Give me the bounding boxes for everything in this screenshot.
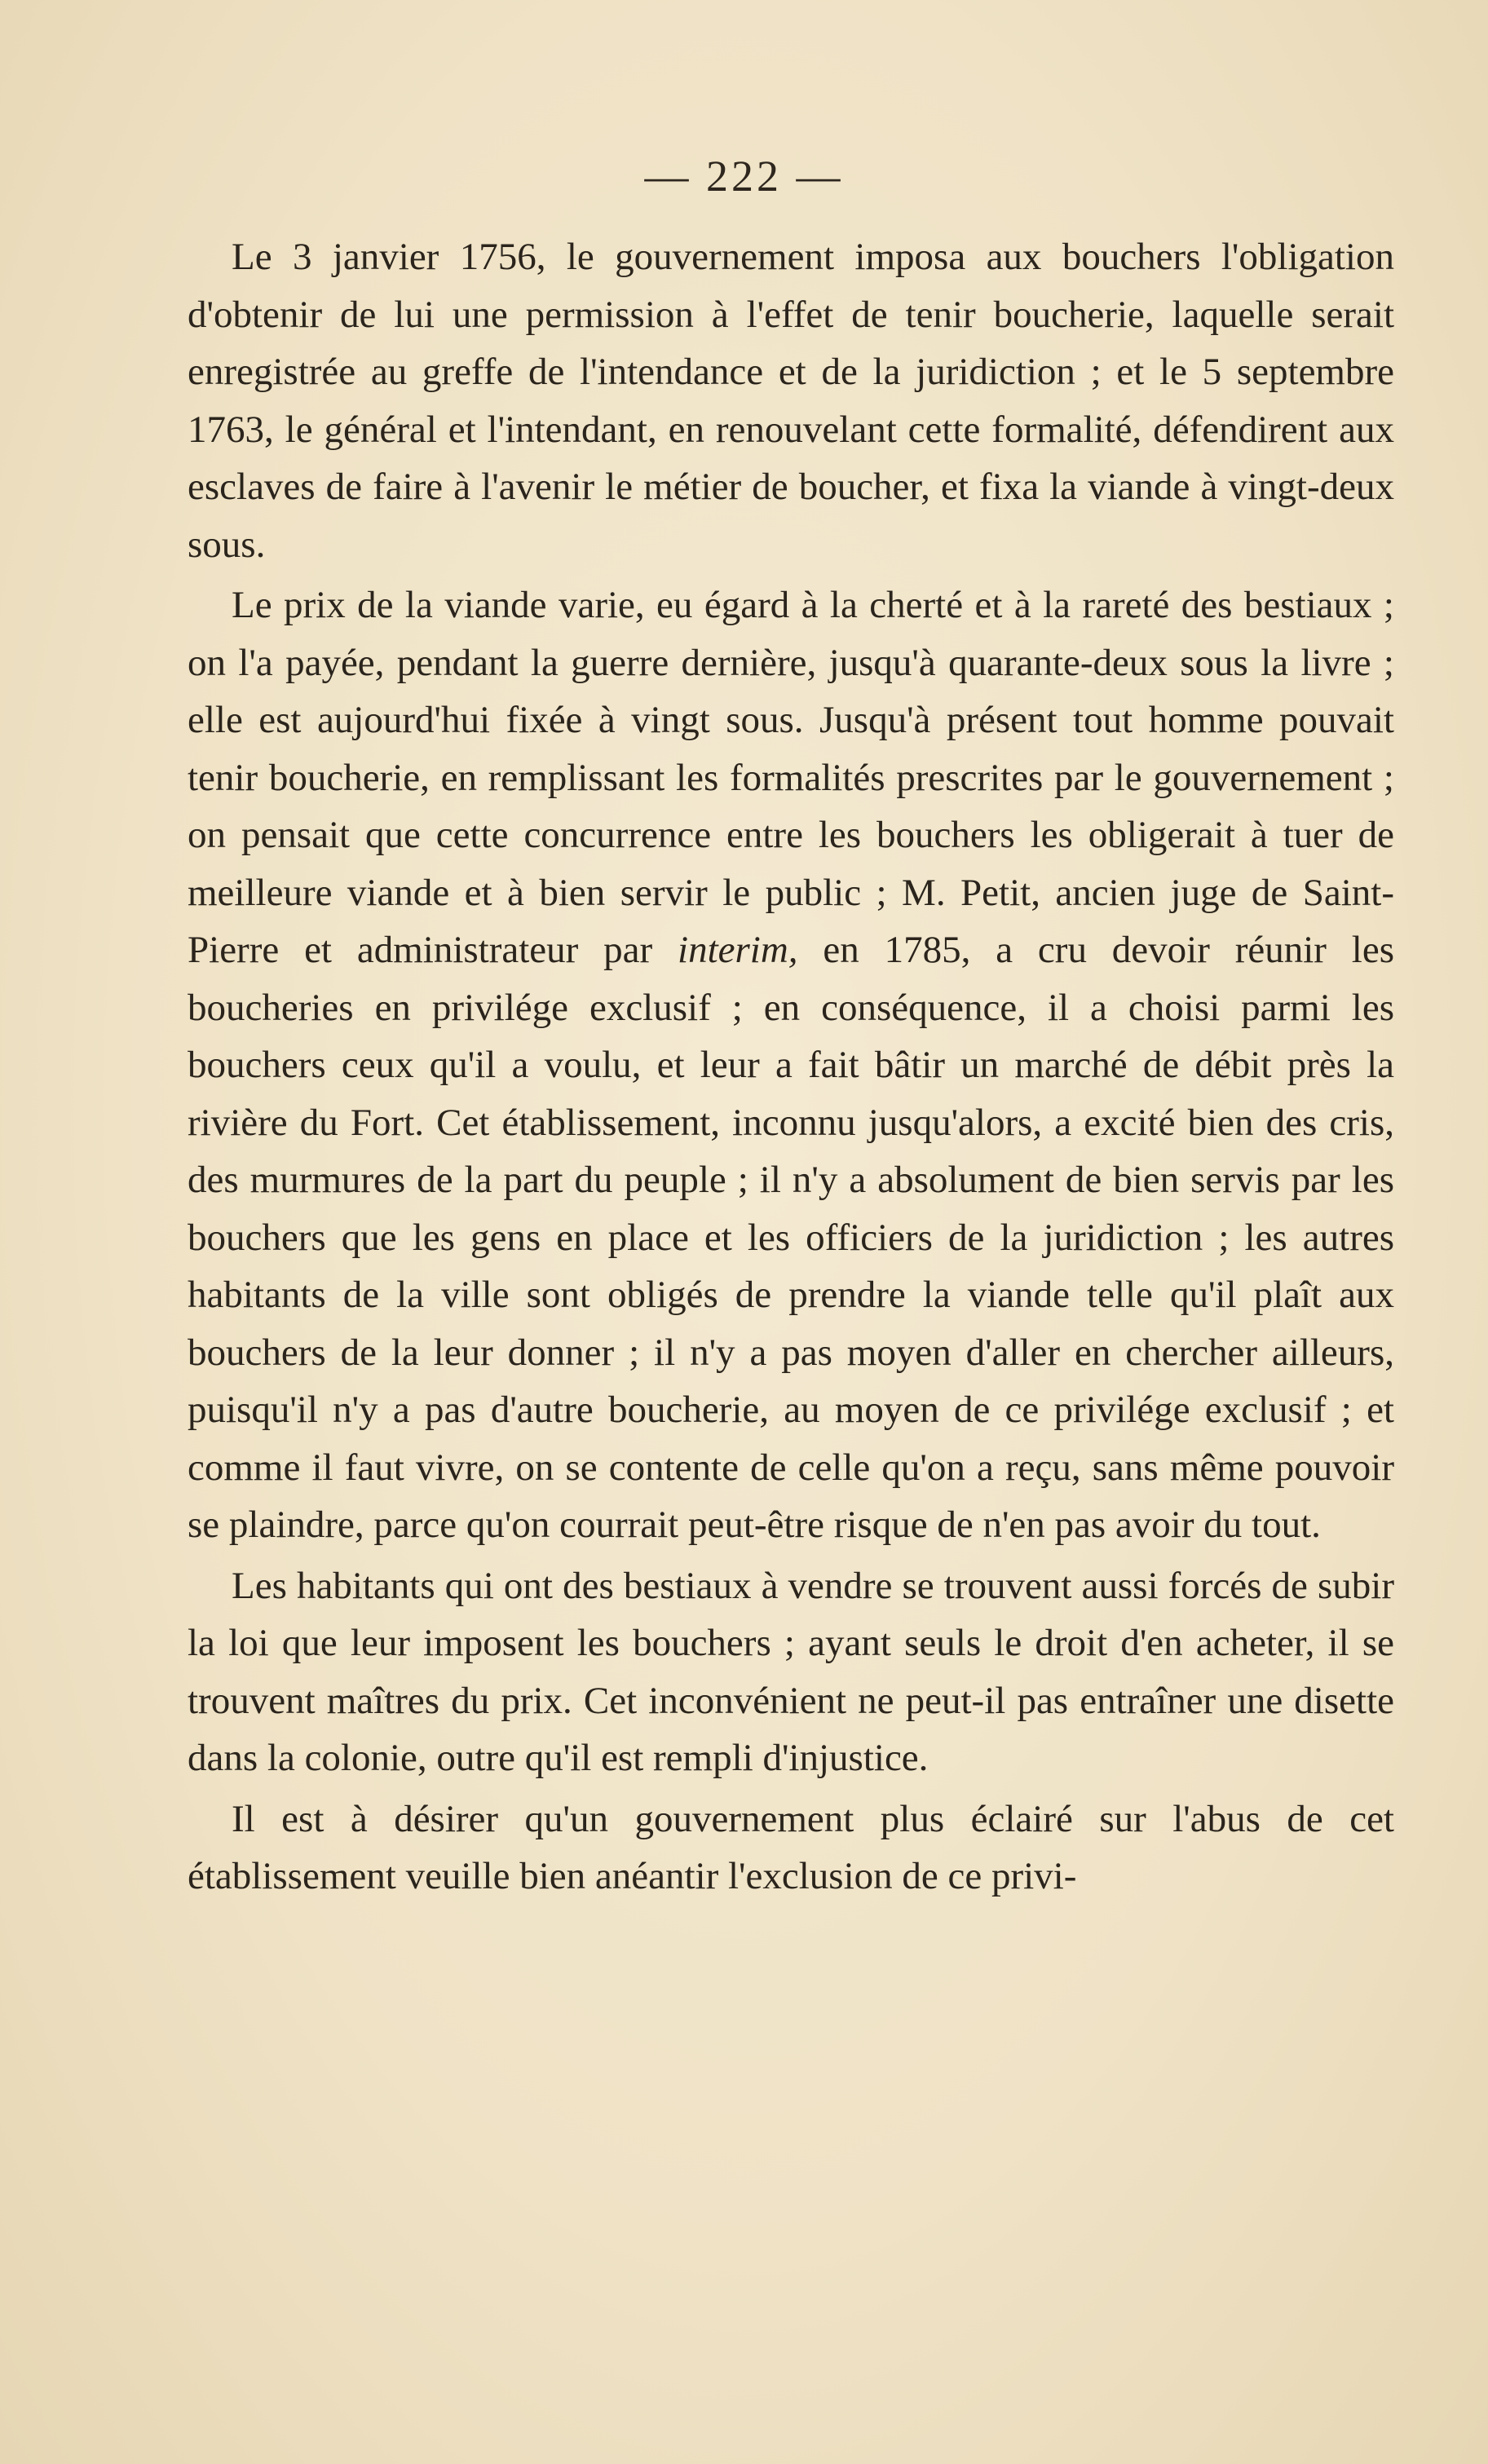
body-text: [188, 228, 1394, 1909]
paragraph-1: Le 3 janvier 1756, le gouvernement imposa aux bouchers l'obligation d'obtenir de lui une permission à l'effet de tenir boucherie, laquelle serait enregistrée au greffe de l'intendance et de la juridiction ; et le 5 septembre 1763, le général et l'intendant, en renouvelant cette formalité, défendirent aux esclaves de faire à l'avenir le métier de boucher, et fixa la viande à vingt-deux sous.: [188, 236, 1394, 566]
paragraph-2-text-after-italic: en 1785, a cru devoir réunir les boucheries en privilége exclusif ; en conséquence, il a choisi parmi les bouchers ceux qu'il a voulu, et leur a fait bâtir un marché de débit près la rivière du Fort. Cet établissement, inconnu jusqu'alors, a excité bien des cris, des murmures de la part du peuple ; il n'y a absolument de bien servis par les bouchers que les gens en place et les officiers de la juridiction ; les autres habitants de la ville sont obligés de prendre la viande telle qu'il plaît aux bouchers de la leur donner ; il n'y a pas moyen d'aller en chercher ailleurs, puisqu'il n'y a pas d'autre boucherie, au moyen de ce privilége exclusif ; et comme il faut vivre, on se contente de celle qu'on a reçu, sans même pouvoir se plaindre, parce qu'on courrait peut-être risque de n'en pas avoir du tout.: [188, 929, 1394, 1546]
paragraph-4: Il est à désirer qu'un gouvernement plus éclairé sur l'abus de cet établissement veuille bien anéantir l'exclusion de ce privi-: [188, 1797, 1394, 1897]
paragraph-2: [188, 576, 1394, 1554]
italic-term-interim: interim,: [678, 929, 798, 971]
page-number: — 222 —: [644, 152, 844, 201]
paragraph-3: Les habitants qui ont des bestiaux à vendre se trouvent aussi forcés de subir la loi que leur imposent les bouchers ; ayant seuls le droit d'en acheter, il se trouvent maîtres du prix. Cet inconvénient ne peut-il pas entraîner une disette dans la colonie, outre qu'il est rempli d'injustice.: [188, 1564, 1394, 1779]
paragraph-2-text-before-italic: Le prix de la viande varie, eu égard à la cherté et à la rareté des bestiaux ; on l'a payée, pendant la guerre dernière, jusqu'à quarante-deux sous la livre ; elle est aujourd'hui fixée à vingt sous. Jusqu'à présent tout homme pouvait tenir boucherie, en remplissant les formalités prescrites par le gouvernement ; on pensait que cette concurrence entre les bouchers les obligerait à tuer de meilleure viande et à bien servir le public ; M. Petit, ancien juge de Saint-Pierre et administrateur par: [188, 584, 1394, 971]
